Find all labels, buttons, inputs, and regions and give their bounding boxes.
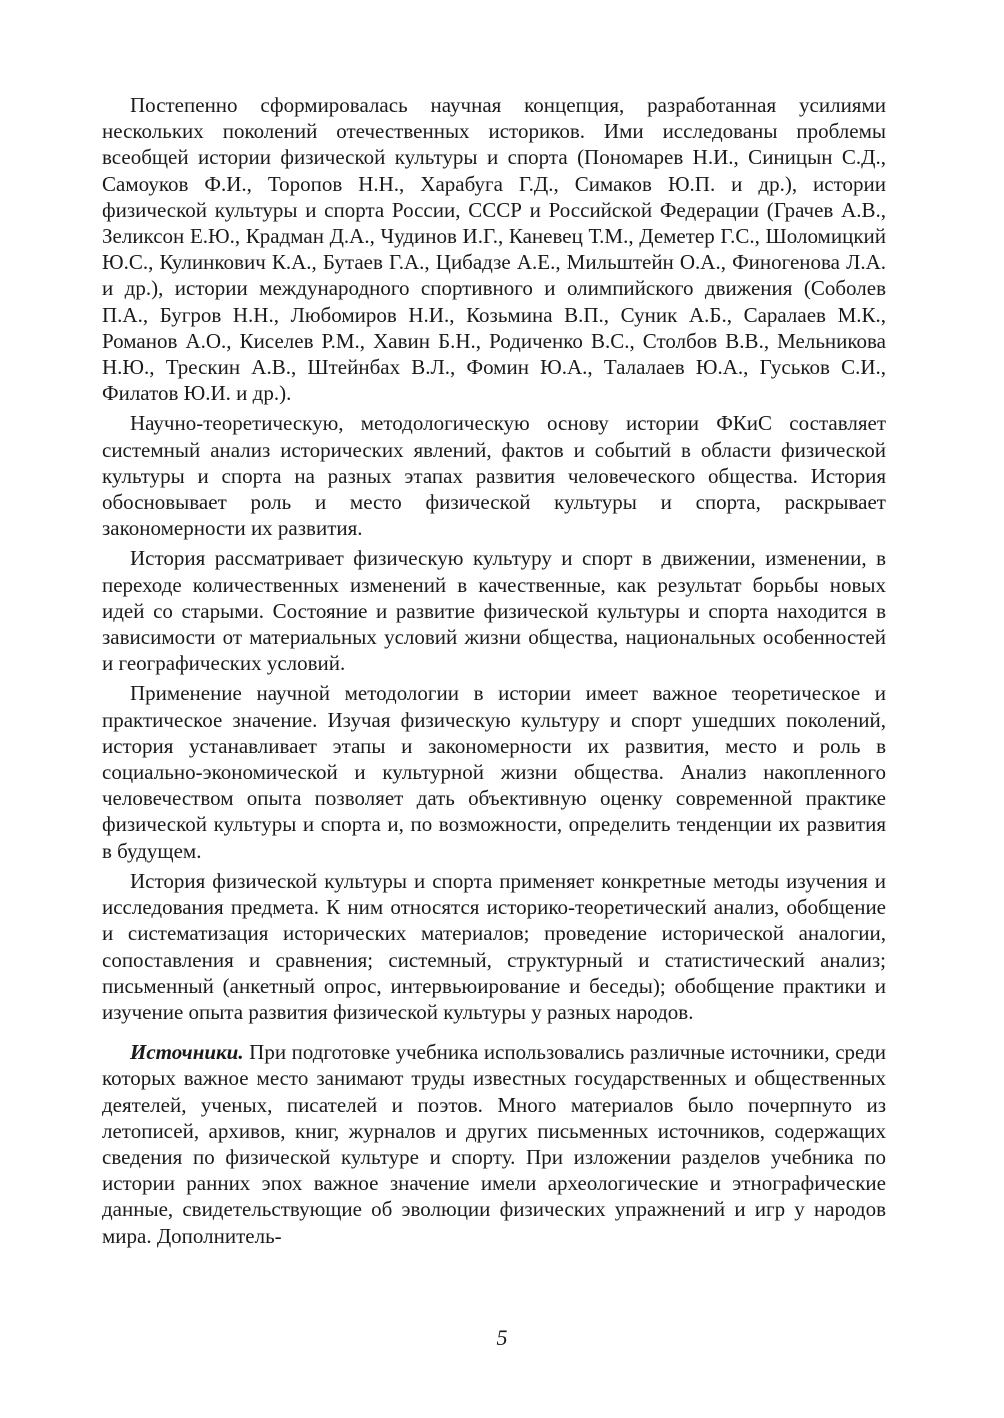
page-number: 5 xyxy=(496,1325,508,1350)
paragraph-methodology-application: Применение научной методологии в истории имеет важное теоретическое и практическое значение. Изучая физическую культуру и спорт ушедших поколений, история устанавливает этапы и закономерности их развития, место и роль в социально-экономической и культурной жизни общества. Анализ накопленного человечеством опыта позволяет дать объективную оценку современной практике физической культуры и спорта и, по возможности, определить тенденции их развития в будущем. xyxy=(102,681,886,863)
paragraph-development: История рассматривает физическую культуру и спорт в движении, изменении, в переходе количественных изменений в качественные, как результат борьбы новых идей со старыми. Состояние и развитие физической культуры и спорта находится в зависимости от материальных условий жизни общества, национальных особенностей и географических условий. xyxy=(102,546,886,676)
paragraph-methods: История физической культуры и спорта применяет конкретные методы изучения и исследования предмета. К ним относятся историко-теоретический анализ, обобщение и систематизация исторических материалов; проведение исторической аналогии, сопоставления и сравнения; системный, структурный и статистический анализ; письменный (анкетный опрос, интервьюирование и беседы); обобщение практики и изучение опыта развития физической культуры у разных народов. xyxy=(102,868,886,1024)
sources-heading: Источники. xyxy=(130,1040,244,1065)
paragraph-historiography: Постепенно сформировалась научная концепция, разработанная усилиями нескольких поколений отечественных историков. Ими исследованы проблемы всеобщей истории физической культуры и спорта (Пономарев Н.И., Синицын С.Д., Самоуков Ф.И., Торопов Н.Н., Харабуга Г.Д., Симаков Ю.П. и др.), истории физической культуры и спорта России, СССР и Российской Федерации (Грачев А.В., Зеликсон Е.Ю., Крадман Д.А., Чудинов И.Г., Каневец Т.М., Деметер Г.С., Шоломицкий Ю.С., Кулинкович К.А., Бутаев Г.А., Цибадзе А.Е., Мильштейн О.А., Финогенова Л.А. и др.), истории международного спортивного и олимпийского движения (Соболев П.А., Бугров Н.Н., Любомиров Н.И., Козьмина В.П., Суник А.Б., Саралаев М.К., Романов А.О., Киселев Р.М., Хавин Б.Н., Родиченко В.С., Столбов В.В., Мельникова Н.Ю., Трескин А.В., Штейнбах В.Л., Фомин Ю.А., Талалаев Ю.А., Гуськов С.И., Филатов Ю.И. и др.). xyxy=(102,93,886,406)
page-body xyxy=(102,92,886,1253)
paragraph-methodology-basis: Научно-теоретическую, методологическую основу истории ФКиС составляет системный анализ исторических явлений, фактов и событий в области физической культуры и спорта на разных этапах развития человеческого общества. История обосновывает роль и место физической культуры и спорта, раскрывает закономерности их развития. xyxy=(102,411,886,541)
sources-text: При подготовке учебника использовались различные источники, среди которых важное место занимают труды известных государственных и общественных деятелей, ученых, писателей и поэтов. Много материалов было почерпнуто из летописей, архивов, книг, журналов и других письменных источников, содержащих сведения по физической культуре и спорту. При изложении разделов учебника по истории ранних эпох важное значение имели археологические и этнографические данные, свидетельствующие об эволюции физических упражнений и игр у народов мира. Дополнитель- xyxy=(102,1040,886,1248)
paragraph-sources xyxy=(102,1039,886,1249)
